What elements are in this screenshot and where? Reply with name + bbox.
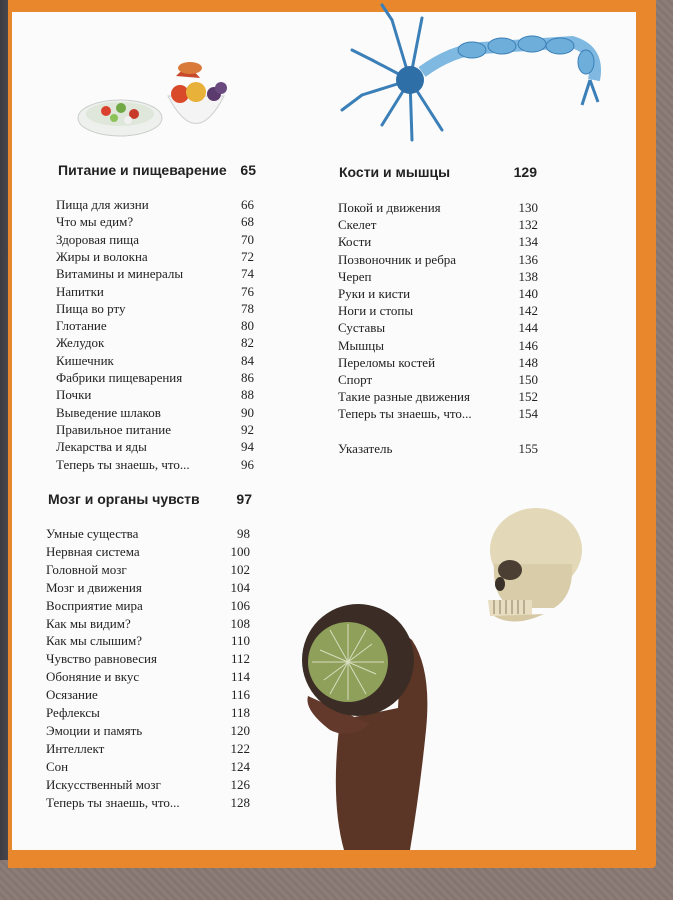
- toc-entry[interactable]: [46, 704, 250, 721]
- entry-page: 68: [241, 214, 254, 230]
- entry-page: 132: [518, 217, 538, 233]
- index-entry[interactable]: [338, 440, 538, 457]
- toc-entry[interactable]: [46, 615, 250, 632]
- section-title: Питание и пищеварение: [58, 162, 227, 178]
- entry-page: 118: [230, 705, 250, 720]
- entry-label: Здоровая пища: [56, 231, 139, 247]
- entry-label: Мышцы: [338, 337, 384, 353]
- toc-entry[interactable]: [338, 388, 538, 405]
- entry-page: 76: [241, 283, 254, 299]
- toc-entry[interactable]: [46, 776, 250, 793]
- entry-label: Спорт: [338, 372, 373, 387]
- entry-label: Лекарства и яды: [56, 439, 147, 455]
- entry-label: Что мы едим?: [56, 214, 134, 230]
- entry-label: Мозг и движения: [46, 579, 142, 595]
- toc-entry[interactable]: [56, 231, 254, 248]
- entry-page: 106: [230, 597, 250, 613]
- entry-page: 102: [230, 561, 250, 577]
- toc-entry[interactable]: [56, 404, 254, 421]
- entry-label: Как мы слышим?: [46, 633, 143, 649]
- entry-page: 128: [230, 794, 250, 810]
- entry-label: Умные существа: [46, 526, 139, 541]
- entry-label: Теперь ты знаешь, что...: [46, 794, 180, 810]
- section-page: 65: [240, 162, 256, 178]
- entry-label: Нервная система: [46, 543, 140, 559]
- toc-entry[interactable]: [46, 650, 250, 667]
- entry-page: 84: [241, 352, 254, 368]
- toc-entry[interactable]: [56, 421, 254, 438]
- entry-label: Напитки: [56, 283, 104, 299]
- entry-page: 154: [518, 406, 538, 422]
- entry-label: Чувство равновесия: [46, 651, 157, 667]
- entry-page: 78: [241, 300, 254, 316]
- entry-label: Осязание: [46, 687, 98, 703]
- contents-page: [12, 12, 636, 850]
- entry-page: 155: [518, 441, 538, 456]
- entry-label: Обоняние и вкус: [46, 669, 140, 685]
- toc-entry[interactable]: [338, 319, 538, 336]
- entry-page: 136: [518, 251, 538, 267]
- entry-page: 110: [230, 633, 250, 649]
- toc-entry[interactable]: [46, 525, 250, 542]
- entry-page: 74: [241, 266, 254, 282]
- food-bowl-illustration: [76, 56, 236, 148]
- entry-page: 112: [230, 651, 250, 667]
- toc-entry[interactable]: [56, 196, 254, 213]
- cactus-hand-illustration: [300, 600, 440, 850]
- entry-label: Череп: [338, 268, 372, 284]
- toc-entry[interactable]: [338, 405, 538, 422]
- entry-label: Покой и движения: [338, 200, 441, 215]
- toc-entry[interactable]: [56, 386, 254, 403]
- entry-label: Желудок: [56, 335, 105, 351]
- toc-entry[interactable]: [46, 561, 250, 578]
- entry-page: 140: [518, 286, 538, 301]
- toc-entry[interactable]: [46, 758, 250, 775]
- toc-entry[interactable]: [56, 248, 254, 265]
- toc-entry[interactable]: [56, 317, 254, 334]
- entry-page: 116: [230, 687, 250, 703]
- toc-entry[interactable]: [56, 265, 254, 282]
- toc-entry[interactable]: [338, 371, 538, 388]
- toc-entry[interactable]: [338, 354, 538, 371]
- entry-label: Фабрики пищеварения: [56, 370, 183, 385]
- entry-page: 80: [241, 318, 254, 334]
- entry-page: 124: [230, 758, 250, 774]
- entry-label: Выведение шлаков: [56, 404, 161, 420]
- toc-entry[interactable]: [56, 438, 254, 455]
- entry-page: 138: [518, 268, 538, 284]
- entry-label: Сон: [46, 758, 69, 774]
- entry-label: Кости: [338, 234, 372, 250]
- entry-page: 86: [241, 370, 254, 385]
- section-heading-brain[interactable]: [48, 491, 252, 507]
- section-title: Мозг и органы чувств: [48, 491, 200, 507]
- entry-page: 108: [230, 615, 250, 631]
- toc-entry[interactable]: [46, 579, 250, 596]
- entry-label: Суставы: [338, 320, 386, 336]
- entry-label: Теперь ты знаешь, что...: [56, 456, 190, 472]
- toc-entry[interactable]: [56, 334, 254, 351]
- toc-entry[interactable]: [56, 369, 254, 386]
- entry-page: 144: [518, 320, 538, 336]
- entry-page: 146: [518, 337, 538, 353]
- toc-entry[interactable]: [56, 300, 254, 317]
- entry-label: Восприятие мира: [46, 597, 143, 613]
- toc-entry[interactable]: [46, 597, 250, 614]
- entry-page: 82: [241, 335, 254, 351]
- toc-entry[interactable]: [46, 668, 250, 685]
- entry-page: 92: [241, 421, 254, 437]
- entry-page: 88: [241, 387, 254, 403]
- toc-entry[interactable]: [338, 233, 538, 250]
- entry-page: 126: [230, 776, 250, 792]
- toc-entry[interactable]: [56, 283, 254, 300]
- section-page: 129: [513, 164, 537, 180]
- toc-entry[interactable]: [46, 686, 250, 703]
- toc-entry[interactable]: [338, 302, 538, 319]
- entry-page: 72: [241, 248, 254, 264]
- entry-label: Жиры и волокна: [56, 248, 148, 264]
- toc-entry[interactable]: [338, 251, 538, 268]
- entry-label: Искусственный мозг: [46, 776, 161, 792]
- toc-entry[interactable]: [56, 213, 254, 230]
- entry-page: 122: [230, 740, 250, 756]
- entry-label: Головной мозг: [46, 561, 127, 577]
- entry-page: 70: [241, 231, 254, 247]
- entry-label: Эмоции и память: [46, 722, 143, 738]
- toc-entry[interactable]: [46, 722, 250, 739]
- entry-page: 90: [241, 404, 254, 420]
- entry-label: Пища для жизни: [56, 197, 149, 212]
- entry-page: 98: [237, 526, 250, 541]
- entry-page: 96: [241, 456, 254, 472]
- toc-entry[interactable]: [338, 268, 538, 285]
- entry-label: Ноги и стопы: [338, 303, 414, 319]
- entry-page: 104: [230, 579, 250, 595]
- entry-page: 152: [518, 389, 538, 405]
- section-heading-nutrition[interactable]: [58, 162, 256, 178]
- toc-entry[interactable]: [338, 285, 538, 302]
- neuron-illustration: [332, 0, 604, 150]
- entry-label: Пища во рту: [56, 300, 126, 316]
- toc-entry[interactable]: [338, 199, 538, 216]
- toc-entry[interactable]: [46, 543, 250, 560]
- section-page: 97: [236, 491, 252, 507]
- entry-label: Переломы костей: [338, 354, 436, 370]
- entry-label: Позвоночник и ребра: [338, 251, 457, 267]
- toc-entry[interactable]: [56, 456, 254, 473]
- section-heading-bones[interactable]: [339, 164, 537, 180]
- skull-illustration: [474, 504, 584, 628]
- section-title: Кости и мышцы: [339, 164, 451, 180]
- entry-page: 150: [518, 372, 538, 387]
- entry-label: Рефлексы: [46, 705, 100, 720]
- toc-entry[interactable]: [338, 337, 538, 354]
- entry-label: Кишечник: [56, 352, 114, 368]
- entry-label: Правильное питание: [56, 421, 172, 437]
- entry-page: 142: [518, 303, 538, 319]
- entry-page: 134: [518, 234, 538, 250]
- entry-label: Витамины и минералы: [56, 266, 184, 282]
- entry-label: Такие разные движения: [338, 389, 470, 405]
- entry-page: 94: [241, 439, 254, 455]
- entry-page: 114: [230, 669, 250, 685]
- entry-label: Руки и кисти: [338, 286, 411, 301]
- entry-page: 66: [241, 197, 254, 212]
- entry-label: Глотание: [56, 318, 107, 334]
- toc-entry[interactable]: [338, 216, 538, 233]
- toc-entry[interactable]: [56, 352, 254, 369]
- entry-page: 130: [518, 200, 538, 215]
- entry-label: Скелет: [338, 217, 377, 233]
- entry-label: Указатель: [338, 441, 393, 456]
- toc-entry[interactable]: [46, 740, 250, 757]
- toc-entry[interactable]: [46, 632, 250, 649]
- entry-label: Интеллект: [46, 740, 105, 756]
- entry-label: Теперь ты знаешь, что...: [338, 406, 472, 422]
- entry-page: 148: [518, 354, 538, 370]
- entry-page: 120: [230, 722, 250, 738]
- toc-entry[interactable]: [46, 794, 250, 811]
- entry-label: Как мы видим?: [46, 615, 131, 631]
- entry-label: Почки: [56, 387, 92, 403]
- entry-page: 100: [230, 543, 250, 559]
